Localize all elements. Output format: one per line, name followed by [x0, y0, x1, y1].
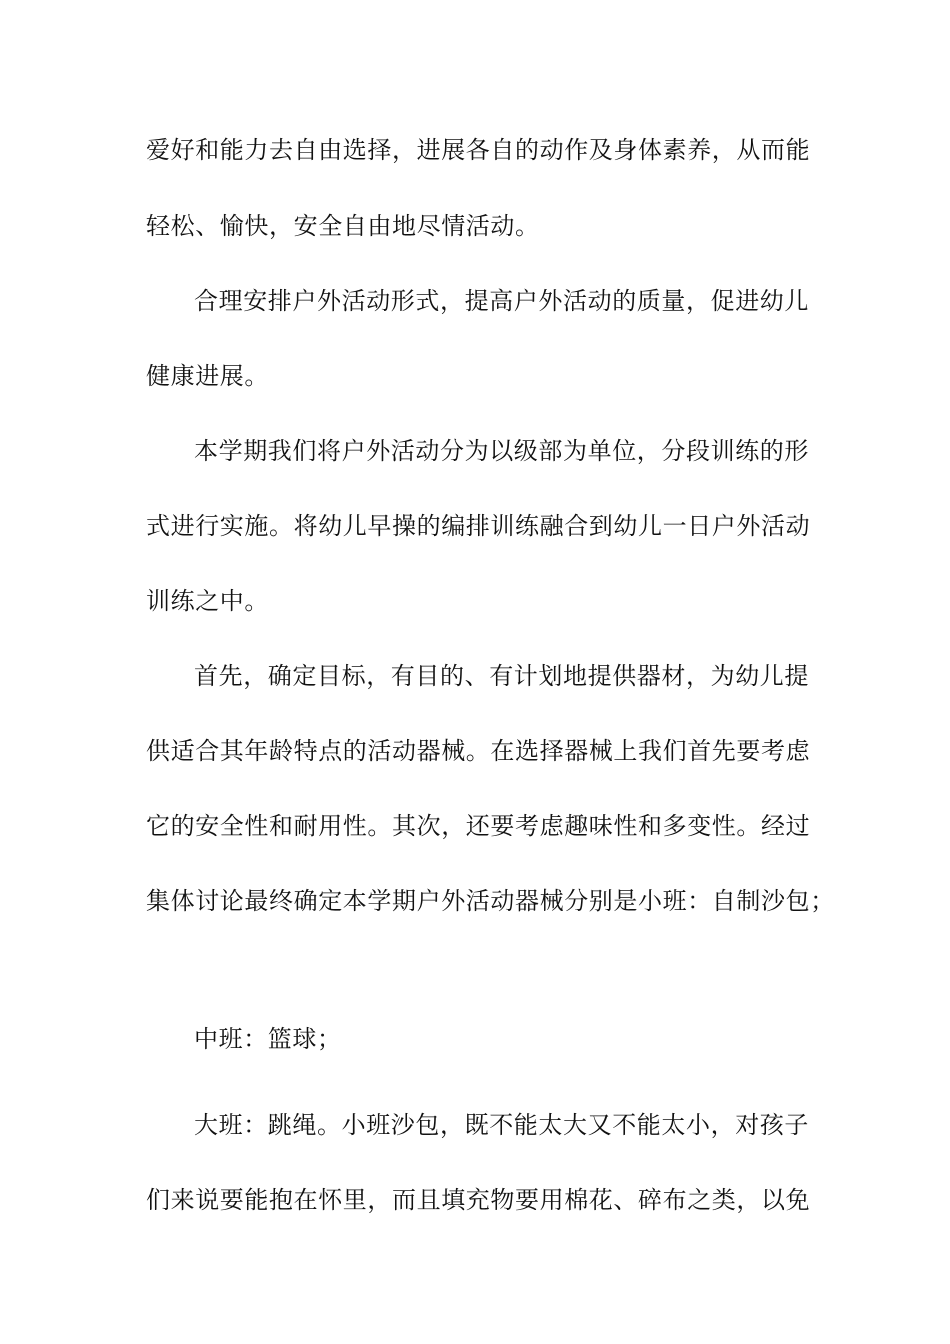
body-text-line: 健康进展。	[146, 362, 269, 390]
body-text-line: 训练之中。	[146, 587, 269, 615]
body-text-line: 轻松、愉快，安全自由地尽情活动。	[146, 212, 540, 240]
body-text-line: 式进行实施。将幼儿早操的编排训练融合到幼儿一日户外活动	[146, 512, 811, 540]
paragraph-first-line: 合理安排户外活动形式，提高户外活动的质量，促进幼儿	[194, 287, 809, 315]
body-text-line: 们来说要能抱在怀里，而且填充物要用棉花、碎布之类，以免	[146, 1186, 811, 1214]
body-text-line: 爱好和能力去自由选择，进展各自的动作及身体素养，从而能	[146, 136, 811, 164]
paragraph-first-line: 中班：篮球；	[194, 1025, 342, 1053]
body-text-line: 供适合其年龄特点的活动器械。在选择器械上我们首先要考虑	[146, 737, 811, 765]
body-text-line: 集体讨论最终确定本学期户外活动器械分别是小班：自制沙包；	[146, 887, 835, 915]
paragraph-first-line: 首先，确定目标，有目的、有计划地提供器材，为幼儿提	[194, 662, 809, 690]
paragraph-first-line: 大班：跳绳。小班沙包，既不能太大又不能太小，对孩子	[194, 1111, 809, 1139]
body-text-line: 它的安全性和耐用性。其次，还要考虑趣味性和多变性。经过	[146, 812, 811, 840]
paragraph-first-line: 本学期我们将户外活动分为以级部为单位，分段训练的形	[194, 437, 809, 465]
